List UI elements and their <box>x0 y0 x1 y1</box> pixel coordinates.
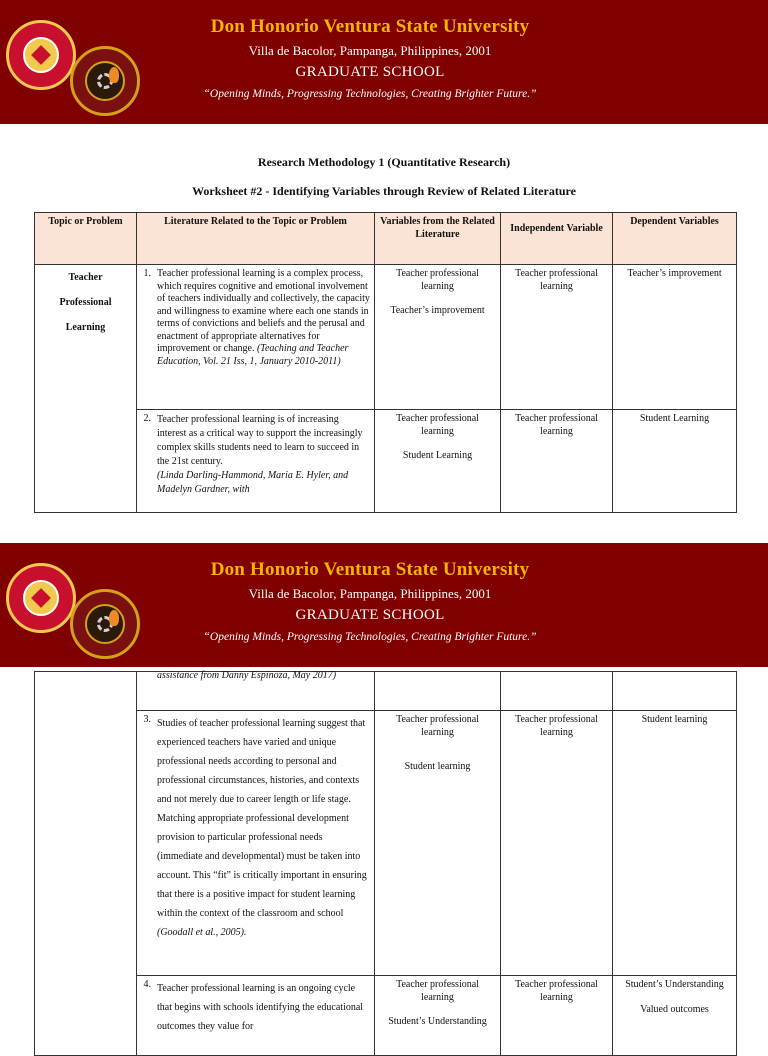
item-number: 3. <box>143 714 151 725</box>
dependent-cell <box>613 672 737 711</box>
variable-item: Teacher professional learning <box>396 979 479 1003</box>
literature-cell <box>137 265 375 410</box>
university-seal-icon <box>6 563 76 633</box>
citation: (Linda Darling-Hammond, Maria E. Hyler, and Madelyn Gardner, with <box>157 470 349 495</box>
variable-item: Teacher’s improvement <box>390 305 485 316</box>
citation: (Teaching and Teacher Education, Vol. 21 Iss, 1, January 2010-2011) <box>157 343 349 367</box>
dependent-cell <box>613 976 737 1056</box>
graduate-school-label: GRADUATE SCHOOL <box>295 64 445 80</box>
literature-text: Teacher professional learning is of increasing interest as a critical way to support the increasingly complex skills students need to learn to succeed in the 21st century. <box>157 414 363 467</box>
variable-item: Teacher professional learning <box>396 413 479 437</box>
topic-cell <box>35 672 137 1056</box>
citation: assistance from Danny Espinoza, May 2017) <box>157 670 337 681</box>
table-header-row <box>35 213 737 265</box>
header-independent: Independent Variable <box>501 213 613 265</box>
header-literature: Literature Related to the Topic or Problem <box>137 213 375 265</box>
university-location: Villa de Bacolor, Pampanga, Philippines, 2001 <box>248 586 492 601</box>
variables-cell <box>375 976 501 1056</box>
item-number: 2. <box>143 413 151 424</box>
literature-cell <box>137 976 375 1056</box>
independent-cell: Teacher professional learning <box>501 265 613 410</box>
dependent-cell: Student learning <box>613 711 737 976</box>
worksheet-title: Worksheet #2 - Identifying Variables through Review of Related Literature <box>192 184 576 198</box>
course-title: Research Methodology 1 (Quantitative Research) <box>257 155 511 169</box>
dependent-cell: Teacher’s improvement <box>613 265 737 410</box>
university-motto: “Opening Minds, Progressing Technologies, Creating Brighter Future.” <box>203 88 537 100</box>
header-variables: Variables from the Related Literature <box>375 213 501 265</box>
table-row <box>35 410 737 513</box>
independent-cell <box>501 672 613 711</box>
header-banner <box>0 543 768 667</box>
university-seal-icon <box>6 20 76 90</box>
page-gap <box>0 530 768 543</box>
dependent-item: Valued outcomes <box>640 1003 709 1015</box>
table-row <box>35 711 737 976</box>
variable-item: Teacher professional learning <box>396 714 479 738</box>
item-number: 1. <box>143 268 151 279</box>
university-motto: “Opening Minds, Progressing Technologies, Creating Brighter Future.” <box>203 631 537 643</box>
variable-item: Teacher professional learning <box>396 268 479 292</box>
dependent-cell: Student Learning <box>613 410 737 513</box>
variables-cell <box>375 410 501 513</box>
independent-cell: Teacher professional learning <box>501 711 613 976</box>
dependent-item: Student’s Understanding <box>625 979 724 990</box>
header-banner <box>0 0 768 124</box>
variables-table-continued <box>34 671 737 1056</box>
university-name: Don Honorio Ventura State University <box>210 559 530 580</box>
header-topic: Topic or Problem <box>35 213 137 265</box>
variable-item: Student Learning <box>402 450 473 461</box>
document-page-2 <box>0 543 768 1032</box>
table-row <box>35 672 737 711</box>
variable-item: Student learning <box>404 761 471 772</box>
topic-line: Professional <box>59 297 112 308</box>
literature-cell <box>137 711 375 976</box>
literature-text: Teacher professional learning is a complex process, which requires cognitive and emotional involvement of teachers individually and collectively, the capacity and willingness to examine where each one stands in terms of convictions and beliefs and the perusal and enactment of appropriate alternatives for improvement or change. <box>157 268 370 354</box>
table-row <box>35 265 737 410</box>
variables-cell <box>375 711 501 976</box>
header-dependent: Dependent Variables <box>613 213 737 265</box>
variable-item: Student’s Understanding <box>388 1016 487 1027</box>
topic-cell <box>35 265 137 513</box>
independent-cell: Teacher professional learning <box>501 976 613 1056</box>
literature-cell <box>137 672 375 711</box>
graduate-school-label: GRADUATE SCHOOL <box>295 607 445 623</box>
item-number: 4. <box>143 979 151 990</box>
variables-cell <box>375 265 501 410</box>
topic-line: Learning <box>65 322 106 333</box>
variables-table <box>34 212 737 513</box>
variables-cell <box>375 672 501 711</box>
citation: (Goodall et al., 2005). <box>157 927 247 938</box>
topic-line: Teacher <box>68 272 103 283</box>
university-location: Villa de Bacolor, Pampanga, Philippines, 2001 <box>248 43 492 58</box>
table-row <box>35 976 737 1056</box>
independent-cell: Teacher professional learning <box>501 410 613 513</box>
literature-text: Studies of teacher professional learning suggest that experienced teachers have varied and unique professional needs according to personal and professional circumstances, histories, and contexts and not merely due to career length or life stage. Matching appropriate professional development provision to particular professional needs (immediate and developmental) must be taken into account. This “fit” is critically important in ensuring that there is a positive impact for student learning within the context of the classroom and school <box>157 718 367 919</box>
literature-text: Teacher professional learning is an ongoing cycle that begins with schools identifying the educational outcomes they value for <box>157 983 364 1032</box>
university-name: Don Honorio Ventura State University <box>210 16 530 37</box>
literature-cell <box>137 410 375 513</box>
